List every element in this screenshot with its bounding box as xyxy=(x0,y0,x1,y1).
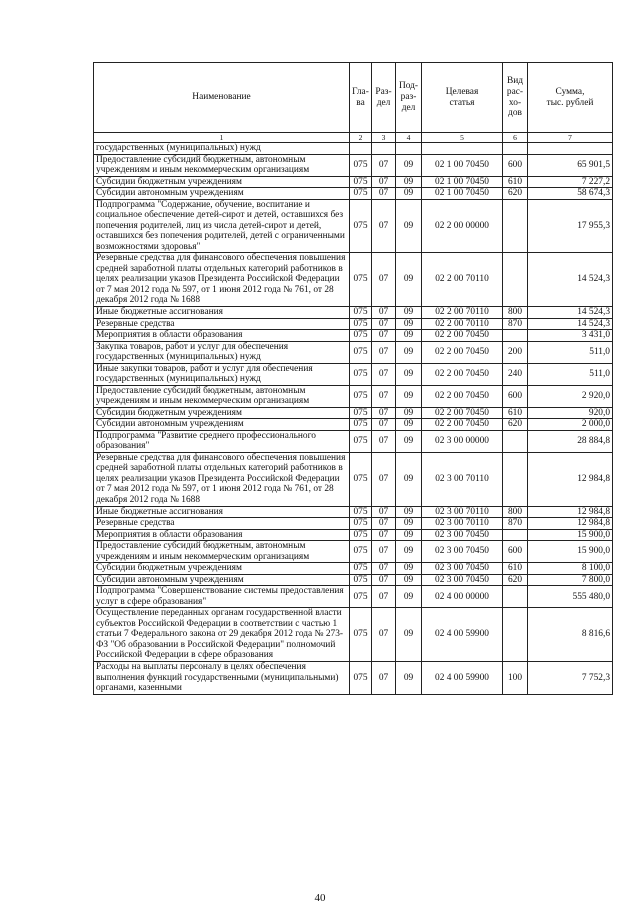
cell-vid-rashodov: 600 xyxy=(503,154,528,176)
table-row xyxy=(94,188,613,200)
cell-summa: 12 984,8 xyxy=(528,452,613,506)
cell-razdel: 07 xyxy=(372,253,396,307)
cell-glava xyxy=(350,143,372,155)
cell-vid-rashodov: 200 xyxy=(503,341,528,363)
cell-glava: 075 xyxy=(350,430,372,452)
cell-vid-rashodov: 610 xyxy=(503,176,528,188)
cell-razdel: 07 xyxy=(372,506,396,518)
cell-glava: 075 xyxy=(350,154,372,176)
cell-podrazdel: 09 xyxy=(396,574,422,586)
cell-summa: 14 524,3 xyxy=(528,318,613,330)
table-row xyxy=(94,253,613,307)
cell-vid-rashodov xyxy=(503,430,528,452)
cell-celevaya-statya: 02 2 00 70450 xyxy=(422,385,503,407)
cell-summa: 14 524,3 xyxy=(528,253,613,307)
table-row xyxy=(94,341,613,363)
cell-celevaya-statya: 02 3 00 70450 xyxy=(422,574,503,586)
cell-name: Иные закупки товаров, работ и услуг для обеспечения государственных (муниципальных) нужд xyxy=(94,363,350,385)
cell-name: Мероприятия в области образования xyxy=(94,330,350,342)
cell-razdel: 07 xyxy=(372,407,396,419)
cell-celevaya-statya: 02 2 00 70450 xyxy=(422,419,503,431)
cell-podrazdel: 09 xyxy=(396,541,422,563)
cell-summa: 920,0 xyxy=(528,407,613,419)
cell-podrazdel: 09 xyxy=(396,330,422,342)
cell-celevaya-statya: 02 3 00 70110 xyxy=(422,452,503,506)
table-row xyxy=(94,518,613,530)
cell-name: Субсидии бюджетным учреждениям xyxy=(94,563,350,575)
cell-podrazdel: 09 xyxy=(396,452,422,506)
cell-name: Субсидии бюджетным учреждениям xyxy=(94,176,350,188)
cell-name: Осуществление переданных органам государственной власти субъектов Российской Федерации в соответствии с частью 1 статьи 7 Федерального закона от 29 декабря 2012 года № 273-ФЗ "Об образовании в Российской Федерации" полномочий Российской Федерации в сфере образования xyxy=(94,608,350,662)
cell-razdel: 07 xyxy=(372,541,396,563)
table-row xyxy=(94,661,613,694)
cell-razdel: 07 xyxy=(372,385,396,407)
cell-summa: 511,0 xyxy=(528,341,613,363)
cell-glava: 075 xyxy=(350,253,372,307)
cell-vid-rashodov xyxy=(503,330,528,342)
cell-vid-rashodov: 800 xyxy=(503,506,528,518)
cell-glava: 075 xyxy=(350,385,372,407)
cell-celevaya-statya: 02 4 00 59900 xyxy=(422,608,503,662)
cell-name: государственных (муниципальных) нужд xyxy=(94,143,350,155)
table-row xyxy=(94,330,613,342)
cell-name: Расходы на выплаты персоналу в целях обеспечения выполнения функций государственными (муниципальными) органами, казенными xyxy=(94,661,350,694)
cell-glava: 075 xyxy=(350,363,372,385)
cell-podrazdel: 09 xyxy=(396,563,422,575)
table-row xyxy=(94,529,613,541)
column-number: 5 xyxy=(422,133,503,143)
cell-name: Иные бюджетные ассигнования xyxy=(94,306,350,318)
cell-celevaya-statya: 02 2 00 70450 xyxy=(422,363,503,385)
cell-vid-rashodov: 620 xyxy=(503,188,528,200)
cell-razdel: 07 xyxy=(372,306,396,318)
cell-summa: 15 900,0 xyxy=(528,541,613,563)
cell-vid-rashodov xyxy=(503,253,528,307)
cell-vid-rashodov: 600 xyxy=(503,541,528,563)
header-razdel: Раз- дел xyxy=(372,63,396,133)
cell-razdel: 07 xyxy=(372,452,396,506)
cell-podrazdel: 09 xyxy=(396,199,422,253)
column-number-row xyxy=(94,133,613,143)
cell-name: Подпрограмма "Содержание, обучение, воспитание и социальное обеспечение детей-сирот и детей, оставшихся без попечения родителей, лиц из числа детей-сирот и детей, оставшихся без попечения родителей, детей с ограниченными возможностями здоровья" xyxy=(94,199,350,253)
cell-name: Резервные средства xyxy=(94,318,350,330)
table-row xyxy=(94,407,613,419)
cell-celevaya-statya: 02 3 00 00000 xyxy=(422,430,503,452)
cell-podrazdel: 09 xyxy=(396,318,422,330)
cell-podrazdel: 09 xyxy=(396,154,422,176)
cell-glava: 075 xyxy=(350,541,372,563)
cell-name: Предоставление субсидий бюджетным, автономным учреждениям и иным некоммерческим организациям xyxy=(94,154,350,176)
cell-name: Иные бюджетные ассигнования xyxy=(94,506,350,518)
cell-podrazdel: 09 xyxy=(396,506,422,518)
column-number: 2 xyxy=(350,133,372,143)
cell-celevaya-statya: 02 1 00 70450 xyxy=(422,176,503,188)
table-row xyxy=(94,541,613,563)
cell-glava: 075 xyxy=(350,199,372,253)
cell-glava: 075 xyxy=(350,506,372,518)
cell-summa: 8 816,6 xyxy=(528,608,613,662)
cell-summa xyxy=(528,143,613,155)
cell-vid-rashodov xyxy=(503,452,528,506)
table-row xyxy=(94,419,613,431)
cell-summa: 3 431,0 xyxy=(528,330,613,342)
cell-podrazdel: 09 xyxy=(396,661,422,694)
cell-name: Субсидии бюджетным учреждениям xyxy=(94,407,350,419)
cell-podrazdel: 09 xyxy=(396,586,422,608)
column-number: 7 xyxy=(528,133,613,143)
cell-summa: 8 100,0 xyxy=(528,563,613,575)
cell-razdel: 07 xyxy=(372,176,396,188)
cell-vid-rashodov xyxy=(503,586,528,608)
table-row xyxy=(94,506,613,518)
cell-razdel: 07 xyxy=(372,318,396,330)
cell-name: Субсидии автономным учреждениям xyxy=(94,419,350,431)
cell-celevaya-statya: 02 2 00 70110 xyxy=(422,318,503,330)
cell-razdel: 07 xyxy=(372,661,396,694)
cell-podrazdel xyxy=(396,143,422,155)
table-row xyxy=(94,318,613,330)
cell-vid-rashodov: 600 xyxy=(503,385,528,407)
cell-podrazdel: 09 xyxy=(396,363,422,385)
cell-celevaya-statya: 02 2 00 70110 xyxy=(422,253,503,307)
table-row xyxy=(94,574,613,586)
cell-name: Субсидии автономным учреждениям xyxy=(94,188,350,200)
cell-podrazdel: 09 xyxy=(396,253,422,307)
cell-glava: 075 xyxy=(350,419,372,431)
cell-razdel: 07 xyxy=(372,608,396,662)
table-row xyxy=(94,586,613,608)
cell-summa: 555 480,0 xyxy=(528,586,613,608)
cell-glava: 075 xyxy=(350,452,372,506)
header-celevaya-statya: Целевая статья xyxy=(422,63,503,133)
cell-celevaya-statya: 02 2 00 70450 xyxy=(422,330,503,342)
cell-glava: 075 xyxy=(350,318,372,330)
cell-razdel: 07 xyxy=(372,419,396,431)
cell-summa: 7 752,3 xyxy=(528,661,613,694)
header-name: Наименование xyxy=(94,63,350,133)
table-row xyxy=(94,176,613,188)
cell-podrazdel: 09 xyxy=(396,341,422,363)
cell-glava: 075 xyxy=(350,176,372,188)
header-vid-rashodov: Вид рас- хо- дов xyxy=(503,63,528,133)
table-row xyxy=(94,154,613,176)
cell-summa: 7 800,0 xyxy=(528,574,613,586)
cell-vid-rashodov: 870 xyxy=(503,318,528,330)
cell-summa: 28 884,8 xyxy=(528,430,613,452)
cell-podrazdel: 09 xyxy=(396,407,422,419)
cell-summa: 12 984,8 xyxy=(528,518,613,530)
cell-vid-rashodov xyxy=(503,529,528,541)
cell-glava: 075 xyxy=(350,574,372,586)
cell-celevaya-statya xyxy=(422,143,503,155)
table-row xyxy=(94,199,613,253)
cell-name: Подпрограмма "Совершенствование системы предоставления услуг в сфере образования" xyxy=(94,586,350,608)
column-number: 3 xyxy=(372,133,396,143)
cell-vid-rashodov: 620 xyxy=(503,419,528,431)
table-row xyxy=(94,363,613,385)
cell-summa: 12 984,8 xyxy=(528,506,613,518)
cell-celevaya-statya: 02 3 00 70450 xyxy=(422,529,503,541)
cell-celevaya-statya: 02 3 00 70110 xyxy=(422,506,503,518)
cell-summa: 2 920,0 xyxy=(528,385,613,407)
cell-podrazdel: 09 xyxy=(396,188,422,200)
table-row xyxy=(94,563,613,575)
cell-celevaya-statya: 02 2 00 00000 xyxy=(422,199,503,253)
cell-podrazdel: 09 xyxy=(396,518,422,530)
cell-name: Предоставление субсидий бюджетным, автономным учреждениям и иным некоммерческим организациям xyxy=(94,385,350,407)
cell-celevaya-statya: 02 1 00 70450 xyxy=(422,188,503,200)
cell-name: Предоставление субсидий бюджетным, автономным учреждениям и иным некоммерческим организациям xyxy=(94,541,350,563)
cell-vid-rashodov: 610 xyxy=(503,563,528,575)
table-row xyxy=(94,452,613,506)
cell-glava: 075 xyxy=(350,188,372,200)
table-row xyxy=(94,430,613,452)
cell-summa: 65 901,5 xyxy=(528,154,613,176)
cell-razdel: 07 xyxy=(372,518,396,530)
cell-podrazdel: 09 xyxy=(396,306,422,318)
cell-summa: 15 900,0 xyxy=(528,529,613,541)
cell-glava: 075 xyxy=(350,518,372,530)
page-number: 40 xyxy=(314,892,326,904)
header-summa: Сумма, тыс. рублей xyxy=(528,63,613,133)
cell-podrazdel: 09 xyxy=(396,529,422,541)
cell-razdel: 07 xyxy=(372,430,396,452)
cell-summa: 14 524,3 xyxy=(528,306,613,318)
cell-razdel: 07 xyxy=(372,330,396,342)
cell-name: Резервные средства для финансового обеспечения повышения средней заработной платы отдельных категорий работников в целях реализации указов Президента Российской Федерации от 7 мая 2012 года № 597, от 1 июня 2012 года № 761, от 28 декабря 2012 года № 1688 xyxy=(94,452,350,506)
cell-celevaya-statya: 02 1 00 70450 xyxy=(422,154,503,176)
cell-vid-rashodov: 870 xyxy=(503,518,528,530)
cell-razdel: 07 xyxy=(372,199,396,253)
cell-name: Мероприятия в области образования xyxy=(94,529,350,541)
cell-razdel: 07 xyxy=(372,586,396,608)
cell-summa: 2 000,0 xyxy=(528,419,613,431)
column-number: 4 xyxy=(396,133,422,143)
cell-razdel: 07 xyxy=(372,529,396,541)
cell-razdel: 07 xyxy=(372,341,396,363)
cell-celevaya-statya: 02 3 00 70110 xyxy=(422,518,503,530)
cell-podrazdel: 09 xyxy=(396,385,422,407)
cell-name: Резервные средства для финансового обеспечения повышения средней заработной платы отдельных категорий работников в целях реализации указов Президента Российской Федерации от 7 мая 2012 года № 597, от 1 июня 2012 года № 761, от 28 декабря 2012 года № 1688 xyxy=(94,253,350,307)
budget-table xyxy=(93,62,613,695)
cell-glava: 075 xyxy=(350,608,372,662)
cell-podrazdel: 09 xyxy=(396,430,422,452)
column-number: 6 xyxy=(503,133,528,143)
cell-celevaya-statya: 02 4 00 59900 xyxy=(422,661,503,694)
table-row xyxy=(94,143,613,155)
table-body xyxy=(94,143,613,695)
cell-glava: 075 xyxy=(350,563,372,575)
table-row xyxy=(94,608,613,662)
cell-podrazdel: 09 xyxy=(396,608,422,662)
cell-vid-rashodov: 620 xyxy=(503,574,528,586)
cell-summa: 17 955,3 xyxy=(528,199,613,253)
cell-celevaya-statya: 02 2 00 70110 xyxy=(422,306,503,318)
cell-name: Субсидии автономным учреждениям xyxy=(94,574,350,586)
cell-summa: 58 674,3 xyxy=(528,188,613,200)
cell-razdel: 07 xyxy=(372,154,396,176)
cell-glava: 075 xyxy=(350,341,372,363)
table-header-row xyxy=(94,63,613,133)
cell-glava: 075 xyxy=(350,306,372,318)
cell-celevaya-statya: 02 3 00 70450 xyxy=(422,563,503,575)
cell-vid-rashodov: 610 xyxy=(503,407,528,419)
cell-celevaya-statya: 02 2 00 70450 xyxy=(422,341,503,363)
header-glava: Гла- ва xyxy=(350,63,372,133)
cell-vid-rashodov xyxy=(503,608,528,662)
cell-razdel: 07 xyxy=(372,188,396,200)
cell-name: Подпрограмма "Развитие среднего профессионального образования" xyxy=(94,430,350,452)
cell-podrazdel: 09 xyxy=(396,176,422,188)
table-row xyxy=(94,306,613,318)
cell-vid-rashodov: 240 xyxy=(503,363,528,385)
cell-podrazdel: 09 xyxy=(396,419,422,431)
cell-vid-rashodov xyxy=(503,199,528,253)
cell-name: Закупка товаров, работ и услуг для обеспечения государственных (муниципальных) нужд xyxy=(94,341,350,363)
cell-glava: 075 xyxy=(350,661,372,694)
column-number: 1 xyxy=(94,133,350,143)
cell-vid-rashodov: 100 xyxy=(503,661,528,694)
cell-celevaya-statya: 02 4 00 00000 xyxy=(422,586,503,608)
cell-razdel xyxy=(372,143,396,155)
cell-glava: 075 xyxy=(350,529,372,541)
cell-summa: 7 227,2 xyxy=(528,176,613,188)
cell-vid-rashodov xyxy=(503,143,528,155)
cell-glava: 075 xyxy=(350,407,372,419)
cell-glava: 075 xyxy=(350,330,372,342)
cell-celevaya-statya: 02 3 00 70450 xyxy=(422,541,503,563)
cell-razdel: 07 xyxy=(372,363,396,385)
header-podrazdel: Под- раз- дел xyxy=(396,63,422,133)
cell-razdel: 07 xyxy=(372,563,396,575)
cell-celevaya-statya: 02 2 00 70450 xyxy=(422,407,503,419)
cell-vid-rashodov: 800 xyxy=(503,306,528,318)
cell-glava: 075 xyxy=(350,586,372,608)
cell-name: Резервные средства xyxy=(94,518,350,530)
cell-razdel: 07 xyxy=(372,574,396,586)
table-row xyxy=(94,385,613,407)
cell-summa: 511,0 xyxy=(528,363,613,385)
